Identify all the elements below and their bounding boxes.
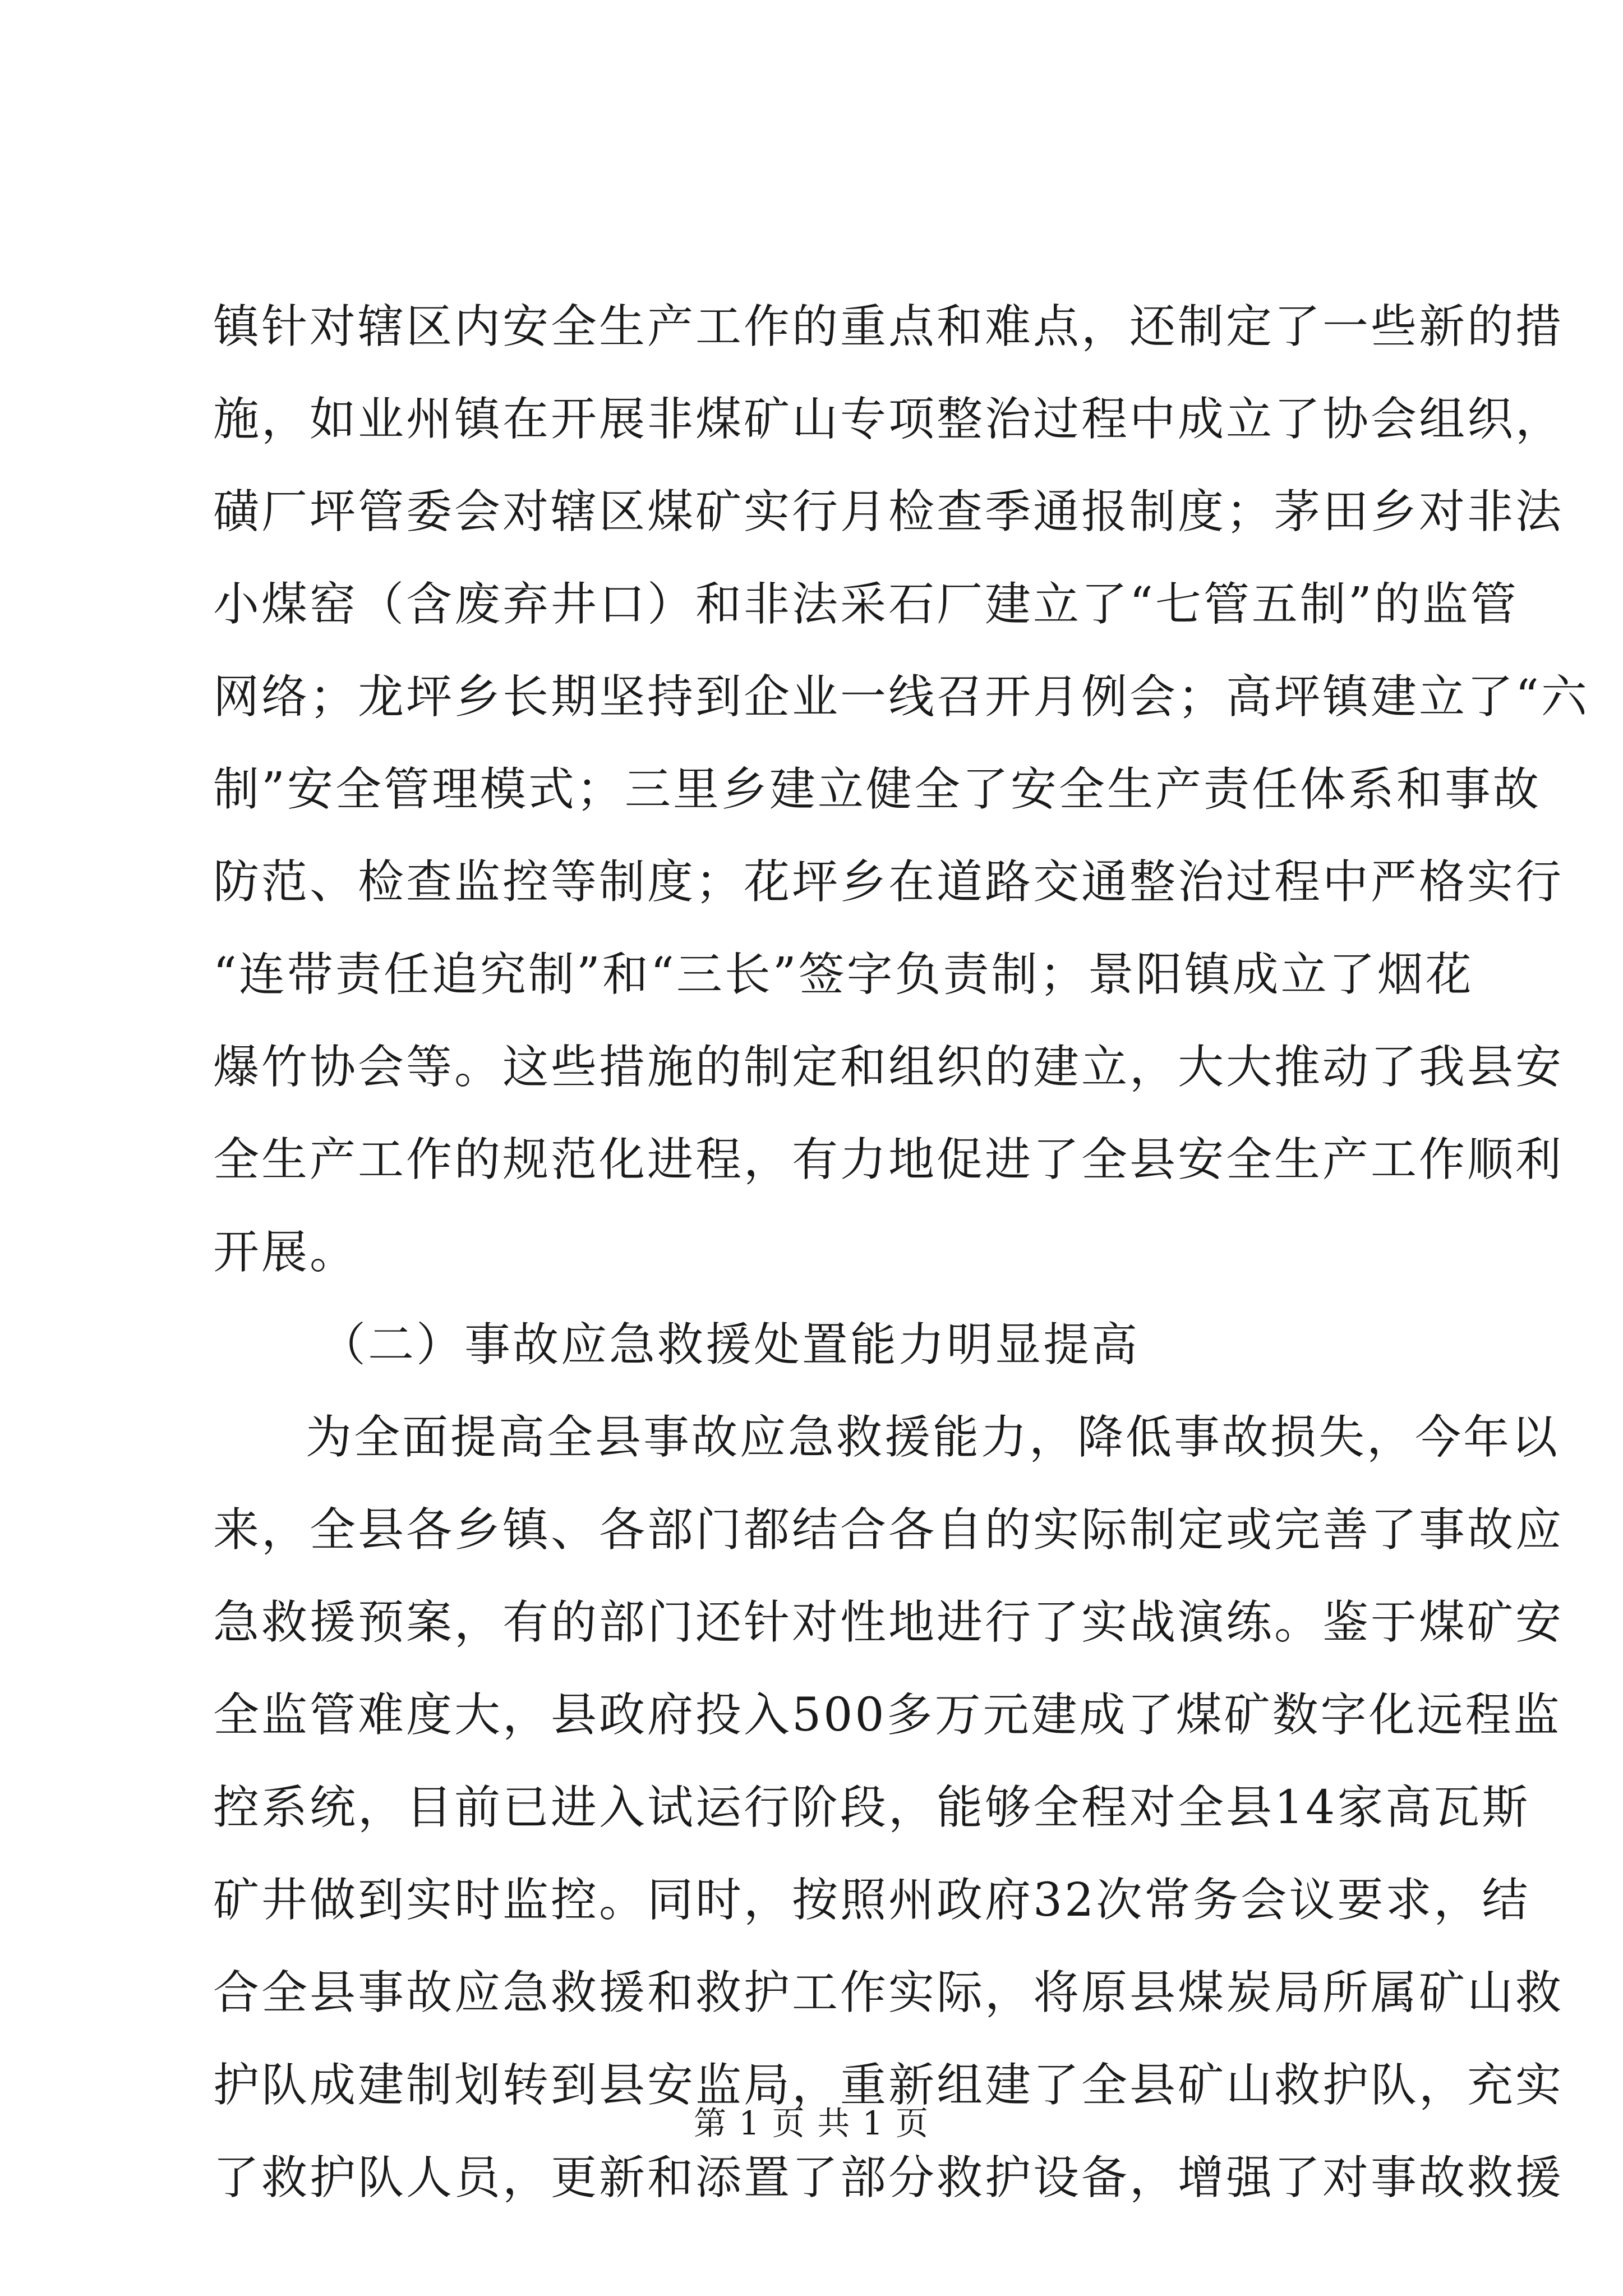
page-number-label: 第 1 页 共 1 页 [694,2104,929,2142]
body-line: 了救护队人员，更新和添置了部分救护设备，增强了对事故救援 [213,2151,1564,2205]
page-footer [0,2101,1623,2146]
body-line: 爆竹协会等。这些措施的制定和组织的建立，大大推动了我县安 [213,1041,1564,1094]
body-line: “连带责任追究制”和“三长”签字负责制；景阳镇成立了烟花 [213,948,1474,1001]
body-line: 来，全县各乡镇、各部门都结合各自的实际制定或完善了事故应 [213,1503,1564,1557]
body-line: 全监管难度大，县政府投入500多万元建成了煤矿数字化远程监 [213,1688,1562,1742]
section-heading: （二）事故应急救援处置能力明显提高 [320,1318,1140,1372]
body-line: 网络；龙坪乡长期坚持到企业一线召开月例会；高坪镇建立了“六 [213,670,1589,724]
body-line: 镇针对辖区内安全生产工作的重点和难点，还制定了一些新的措 [213,300,1564,353]
body-line: 急救援预案，有的部门还针对性地进行了实战演练。鉴于煤矿安 [213,1596,1564,1649]
body-line: 开展。 [213,1226,358,1279]
body-line: 合全县事故应急救援和救护工作实际，将原县煤炭局所属矿山救 [213,1966,1564,2019]
body-line: 防范、检查监控等制度；花坪乡在道路交通整治过程中严格实行 [213,855,1564,909]
document-body [213,280,1589,2224]
body-line: 小煤窑（含废弃井口）和非法采石厂建立了“七管五制”的监管 [213,578,1519,631]
body-line: 全生产工作的规范化进程，有力地促进了全县安全生产工作顺利 [213,1133,1564,1186]
body-line: 矿井做到实时监控。同时，按照州政府32次常务会议要求，结 [213,1874,1530,1927]
body-line: 制”安全管理模式；三里乡建立健全了安全生产责任体系和事故 [213,763,1541,816]
body-line: 施，如业州镇在开展非煤矿山专项整治过程中成立了协会组织， [213,393,1564,446]
body-line: 护队成建制划转到县安监局，重新组建了全县矿山救护队，充实 [213,2059,1564,2112]
body-line: 磺厂坪管委会对辖区煤矿实行月检查季通报制度；茅田乡对非法 [213,485,1564,539]
body-line: 控系统，目前已进入试运行阶段，能够全程对全县14家高瓦斯 [213,1781,1530,1834]
body-line: 为全面提高全县事故应急救援能力，降低事故损失，今年以 [306,1411,1560,1464]
